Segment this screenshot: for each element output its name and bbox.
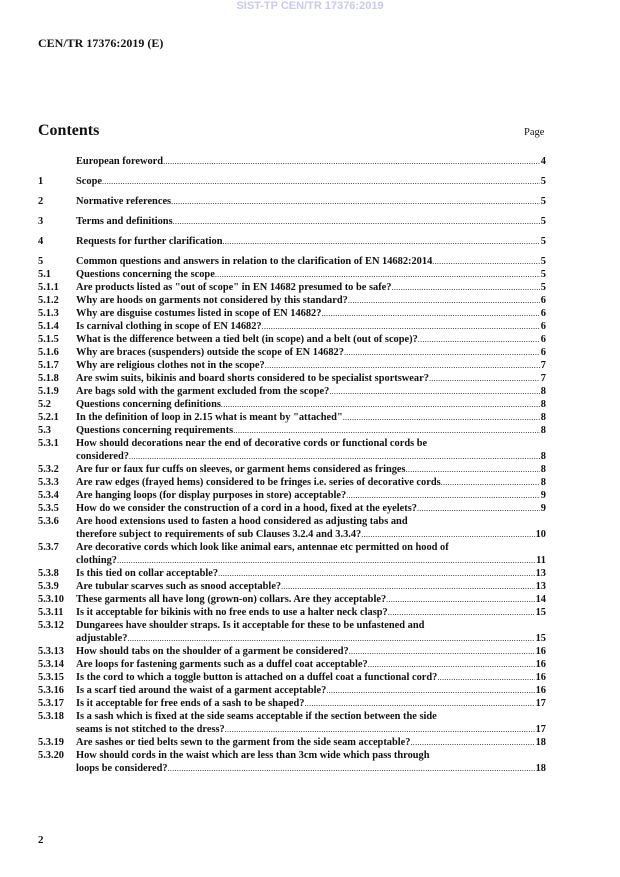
page-column-label: Page	[524, 127, 545, 138]
toc-entry[interactable]	[38, 235, 546, 248]
toc-entry-title: Dungarees have shoulder straps. Is it acceptable for these to be unfastened and	[76, 620, 425, 631]
toc-entry-title: Are decorative cords which look like animal ears, antennae etc permitted on hood of	[76, 542, 449, 553]
dot-leader	[437, 671, 534, 684]
toc-entry-title: loops be considered?	[76, 763, 168, 774]
dot-leader	[281, 580, 534, 593]
toc-entry-number: 5.1.7	[38, 360, 59, 371]
toc-entry-title: Is it acceptable for free ends of a sash to be shaped?	[76, 698, 305, 709]
toc-entry-number: 5.3.13	[38, 646, 64, 657]
dot-leader	[348, 294, 540, 307]
toc-entry-number: 5.3.11	[38, 607, 64, 618]
toc-entry[interactable]	[38, 606, 546, 619]
toc-entry-page: 8	[540, 477, 546, 488]
toc-entry-title: Are products listed as "out of scope" in EN 14682 presumed to be safe?	[76, 282, 392, 293]
dot-leader	[406, 463, 540, 476]
toc-entry[interactable]	[38, 333, 546, 346]
toc-entry-page: 6	[540, 295, 546, 306]
toc-entry-number: 5.2	[38, 399, 51, 410]
dot-leader	[163, 155, 540, 168]
toc-entry-title: Why are religious clothes not in the scope?	[76, 360, 265, 371]
toc-entry[interactable]	[38, 658, 546, 671]
toc-entry-page: 8	[540, 386, 546, 397]
dot-leader	[233, 424, 540, 437]
toc-entry[interactable]	[38, 175, 546, 188]
toc-entry-title: clothing?	[76, 555, 117, 566]
toc-entry-number: 5.3.7	[38, 542, 59, 553]
toc-entry-number: 5.3.17	[38, 698, 64, 709]
toc-entry[interactable]	[38, 320, 546, 333]
toc-entry[interactable]	[38, 567, 546, 580]
toc-entry-title: Are tubular scarves such as snood acceptable?	[76, 581, 282, 592]
toc-entry-number: 5.3.2	[38, 464, 59, 475]
watermark: SIST-TP CEN/TR 17376:2019	[236, 0, 384, 12]
toc-entry-page: 8	[540, 451, 546, 462]
dot-leader	[417, 502, 540, 515]
toc-entry-title: Requests for further clarification	[76, 236, 223, 247]
toc-entry-number: 2	[38, 196, 44, 207]
toc-entry-page: 14	[535, 594, 546, 605]
dot-leader	[346, 489, 540, 502]
toc-entry-page: 16	[535, 659, 546, 670]
toc-entry-number: 5.3.9	[38, 581, 59, 592]
toc-entry[interactable]	[38, 307, 546, 320]
toc-entry-number: 4	[38, 236, 44, 247]
dot-leader	[410, 736, 534, 749]
toc-entry-title: Are hanging loops (for display purposes in store) acceptable?	[76, 490, 347, 501]
toc-entry-page: 5	[540, 269, 546, 280]
toc-entry-title: Is it acceptable for bikinis with no free ends to use a halter neck clasp?	[76, 607, 388, 618]
footer-page-number: 2	[38, 834, 44, 846]
dot-leader	[429, 372, 540, 385]
toc-entry-title: In the definition of loop in 2.15 what is meant by "attached"	[76, 412, 343, 423]
toc-entry-number: 5.1.5	[38, 334, 59, 345]
toc-entry-page: 5	[540, 176, 546, 187]
toc-entry-number: 5.3.15	[38, 672, 64, 683]
toc-entry-page: 18	[535, 763, 546, 774]
toc-entry-number	[38, 155, 76, 168]
toc-entry-title: Are bags sold with the garment excluded from the scope?	[76, 386, 330, 397]
toc-entry-title: Are swim suits, bikinis and board shorts considered to be specialist sportswear?	[76, 373, 429, 384]
toc-entry-number: 5.1.4	[38, 321, 59, 332]
toc-entry[interactable]	[38, 268, 546, 281]
toc-entry[interactable]	[38, 671, 546, 684]
toc-entry-title: Terms and definitions	[76, 216, 173, 227]
toc-entry[interactable]	[38, 215, 546, 228]
toc-entry-number: 5.3.20	[38, 750, 64, 761]
toc-entry-title: Is carnival clothing in scope of EN 14682?	[76, 321, 262, 332]
toc-entry-number: 5.3.19	[38, 737, 64, 748]
dot-leader	[262, 320, 540, 333]
toc-entry[interactable]	[38, 541, 546, 567]
toc-entry[interactable]	[38, 359, 546, 372]
toc-entry-title: Questions concerning definitions	[76, 399, 221, 410]
toc-entry-page: 5	[540, 256, 546, 267]
toc-entry-title: Are fur or faux fur cuffs on sleeves, or garment hems considered as fringes	[76, 464, 406, 475]
toc-entry-page: 9	[540, 490, 546, 501]
dot-leader	[265, 359, 540, 372]
toc-entry-title: Common questions and answers in relation to the clarification of EN 14682:2014	[76, 256, 433, 267]
toc-entry-title: Is this tied on collar acceptable?	[76, 568, 219, 579]
dot-leader	[218, 567, 535, 580]
toc-entry[interactable]	[38, 515, 546, 541]
toc-entry[interactable]	[38, 645, 546, 658]
toc-entry[interactable]	[38, 195, 546, 208]
toc-entry[interactable]	[38, 155, 546, 168]
toc-entry[interactable]	[38, 424, 546, 437]
dot-leader	[127, 632, 534, 645]
toc-entry-number: 5.1.6	[38, 347, 59, 358]
toc-entry-page: 6	[540, 347, 546, 358]
toc-entry-number: 5.3.3	[38, 477, 59, 488]
toc-entry-title: Why are hoods on garments not considered by this standard?	[76, 295, 348, 306]
toc-entry-number: 5.3.1	[38, 438, 59, 449]
toc-entry[interactable]	[38, 463, 546, 476]
dot-leader	[326, 684, 534, 697]
dot-leader	[368, 658, 535, 671]
toc-entry-number: 5.1.1	[38, 282, 59, 293]
toc-entry-number: 5.3.6	[38, 516, 59, 527]
toc-entry[interactable]	[38, 749, 546, 775]
dot-leader	[171, 195, 540, 208]
toc-entry[interactable]	[38, 281, 546, 294]
toc-entry-title: Why are braces (suspenders) outside the scope of EN 14682?	[76, 347, 344, 358]
toc-entry-title: Are loops for fastening garments such as a duffel coat acceptable?	[76, 659, 368, 670]
toc-entry-page: 10	[535, 529, 546, 540]
toc-entry-title: Questions concerning requirements	[76, 425, 234, 436]
dot-leader	[173, 215, 540, 228]
toc-entry-page: 15	[535, 607, 546, 618]
toc-entry-title: How should tabs on the shoulder of a garment be considered?	[76, 646, 349, 657]
toc-entry-number: 5.3.5	[38, 503, 59, 514]
toc-entry[interactable]	[38, 437, 546, 463]
toc-entry[interactable]	[38, 255, 546, 268]
dot-leader	[391, 281, 539, 294]
table-of-contents	[38, 155, 546, 775]
toc-entry-page: 8	[540, 425, 546, 436]
toc-entry-number: 5.2.1	[38, 412, 59, 423]
toc-entry-title: adjustable?	[76, 633, 128, 644]
toc-entry-page: 8	[540, 412, 546, 423]
toc-entry-page: 6	[540, 308, 546, 319]
toc-entry-title: Scope	[76, 176, 102, 187]
toc-entry[interactable]	[38, 398, 546, 411]
toc-entry-number: 5.3	[38, 425, 51, 436]
dot-leader	[344, 346, 540, 359]
contents-heading: Contents	[38, 122, 100, 139]
toc-entry-title: Are raw edges (frayed hems) considered to be fringes i.e. series of decorative cords	[76, 477, 441, 488]
dot-leader	[305, 697, 535, 710]
toc-entry[interactable]	[38, 385, 546, 398]
toc-entry-page: 8	[540, 464, 546, 475]
toc-entry-title: How should cords in the waist which are less than 3cm wide which pass through	[76, 750, 430, 761]
toc-entry-title: Is the cord to which a toggle button is attached on a duffel coat a functional cord?	[76, 672, 438, 683]
toc-entry[interactable]	[38, 736, 546, 749]
toc-entry[interactable]	[38, 489, 546, 502]
toc-entry[interactable]	[38, 580, 546, 593]
dot-leader	[361, 528, 534, 541]
toc-entry-number: 5.1.2	[38, 295, 59, 306]
toc-entry-title: European foreword	[76, 156, 164, 167]
dot-leader	[225, 723, 535, 736]
dot-leader	[215, 268, 540, 281]
toc-entry-title: What is the difference between a tied belt (in scope) and a belt (out of scope)?	[76, 334, 418, 345]
toc-entry-number: 5.3.10	[38, 594, 64, 605]
toc-entry-title: Are sashes or tied belts sewn to the garment from the side seam acceptable?	[76, 737, 411, 748]
toc-entry-page: 9	[540, 503, 546, 514]
document-id-header: CEN/TR 17376:2019 (E)	[38, 36, 164, 50]
toc-entry-page: 5	[540, 196, 546, 207]
toc-entry-page: 8	[540, 399, 546, 410]
toc-entry-number: 1	[38, 176, 44, 187]
toc-entry-number: 5.1.8	[38, 373, 59, 384]
dot-leader	[168, 762, 535, 775]
toc-entry-number: 5.3.18	[38, 711, 64, 722]
dot-leader	[102, 175, 540, 188]
toc-entry-title: These garments all have long (grown-on) collars. Are they acceptable?	[76, 594, 387, 605]
dot-leader	[329, 385, 539, 398]
toc-entry[interactable]	[38, 346, 546, 359]
toc-entry-title: How should decorations near the end of decorative cords or functional cords be	[76, 438, 428, 449]
dot-leader	[221, 398, 540, 411]
dot-leader	[432, 255, 540, 268]
toc-entry[interactable]	[38, 684, 546, 697]
dot-leader	[349, 645, 535, 658]
dot-leader	[388, 606, 535, 619]
toc-entry[interactable]	[38, 294, 546, 307]
toc-entry-page: 5	[540, 216, 546, 227]
toc-entry-page: 18	[535, 737, 546, 748]
toc-entry-number: 5.3.14	[38, 659, 64, 670]
toc-entry[interactable]	[38, 710, 546, 736]
dot-leader	[129, 450, 540, 463]
toc-entry-page: 16	[535, 646, 546, 657]
toc-entry-page: 4	[540, 156, 546, 167]
toc-entry-page: 7	[540, 373, 546, 384]
toc-entry-number: 5.3.4	[38, 490, 59, 501]
toc-entry-page: 16	[535, 672, 546, 683]
toc-entry-page: 5	[540, 282, 546, 293]
toc-entry-title: Normative references	[76, 196, 172, 207]
toc-entry-page: 6	[540, 334, 546, 345]
toc-entry-title: Why are disguise costumes listed in scope of EN 14682?	[76, 308, 322, 319]
toc-entry-page: 17	[535, 724, 546, 735]
toc-entry-title: How do we consider the construction of a cord in a hood, fixed at the eyelets?	[76, 503, 417, 514]
toc-entry[interactable]	[38, 411, 546, 424]
toc-entry-title: Is a sash which is fixed at the side seams acceptable if the section between the side	[76, 711, 437, 722]
toc-entry-number: 5.3.8	[38, 568, 59, 579]
dot-leader	[386, 593, 534, 606]
toc-entry-number: 5.1.3	[38, 308, 59, 319]
dot-leader	[117, 554, 535, 567]
toc-entry-page: 17	[535, 698, 546, 709]
dot-leader	[418, 333, 540, 346]
toc-entry[interactable]	[38, 502, 546, 515]
toc-entry-number: 5	[38, 256, 44, 267]
toc-entry-page: 16	[535, 685, 546, 696]
toc-entry-page: 13	[535, 568, 546, 579]
toc-entry-page: 11	[536, 555, 546, 566]
toc-entry-number: 5.1	[38, 269, 51, 280]
toc-entry-title: therefore subject to requirements of sub Clauses 3.2.4 and 3.3.4?	[76, 529, 362, 540]
toc-entry-page: 7	[540, 360, 546, 371]
toc-entry-title: seams is not stitched to the dress?	[76, 724, 225, 735]
dot-leader	[321, 307, 539, 320]
toc-entry-title: Questions concerning the scope	[76, 269, 215, 280]
dot-leader	[223, 235, 540, 248]
toc-entry[interactable]	[38, 476, 546, 489]
dot-leader	[441, 476, 540, 489]
dot-leader	[343, 411, 540, 424]
toc-entry-page: 13	[535, 581, 546, 592]
toc-entry[interactable]	[38, 697, 546, 710]
toc-entry-title: Are hood extensions used to fasten a hood considered as adjusting tabs and	[76, 516, 408, 527]
toc-entry-number: 5.3.16	[38, 685, 64, 696]
toc-entry[interactable]	[38, 619, 546, 645]
toc-entry-number: 5.3.12	[38, 620, 64, 631]
toc-entry-title: considered?	[76, 451, 129, 462]
toc-entry[interactable]	[38, 593, 546, 606]
toc-entry[interactable]	[38, 372, 546, 385]
toc-entry-title: Is a scarf tied around the waist of a garment acceptable?	[76, 685, 327, 696]
toc-entry-page: 5	[540, 236, 546, 247]
toc-entry-number: 5.1.9	[38, 386, 59, 397]
toc-entry-number: 3	[38, 216, 44, 227]
toc-entry-page: 6	[540, 321, 546, 332]
toc-entry-page: 15	[535, 633, 546, 644]
